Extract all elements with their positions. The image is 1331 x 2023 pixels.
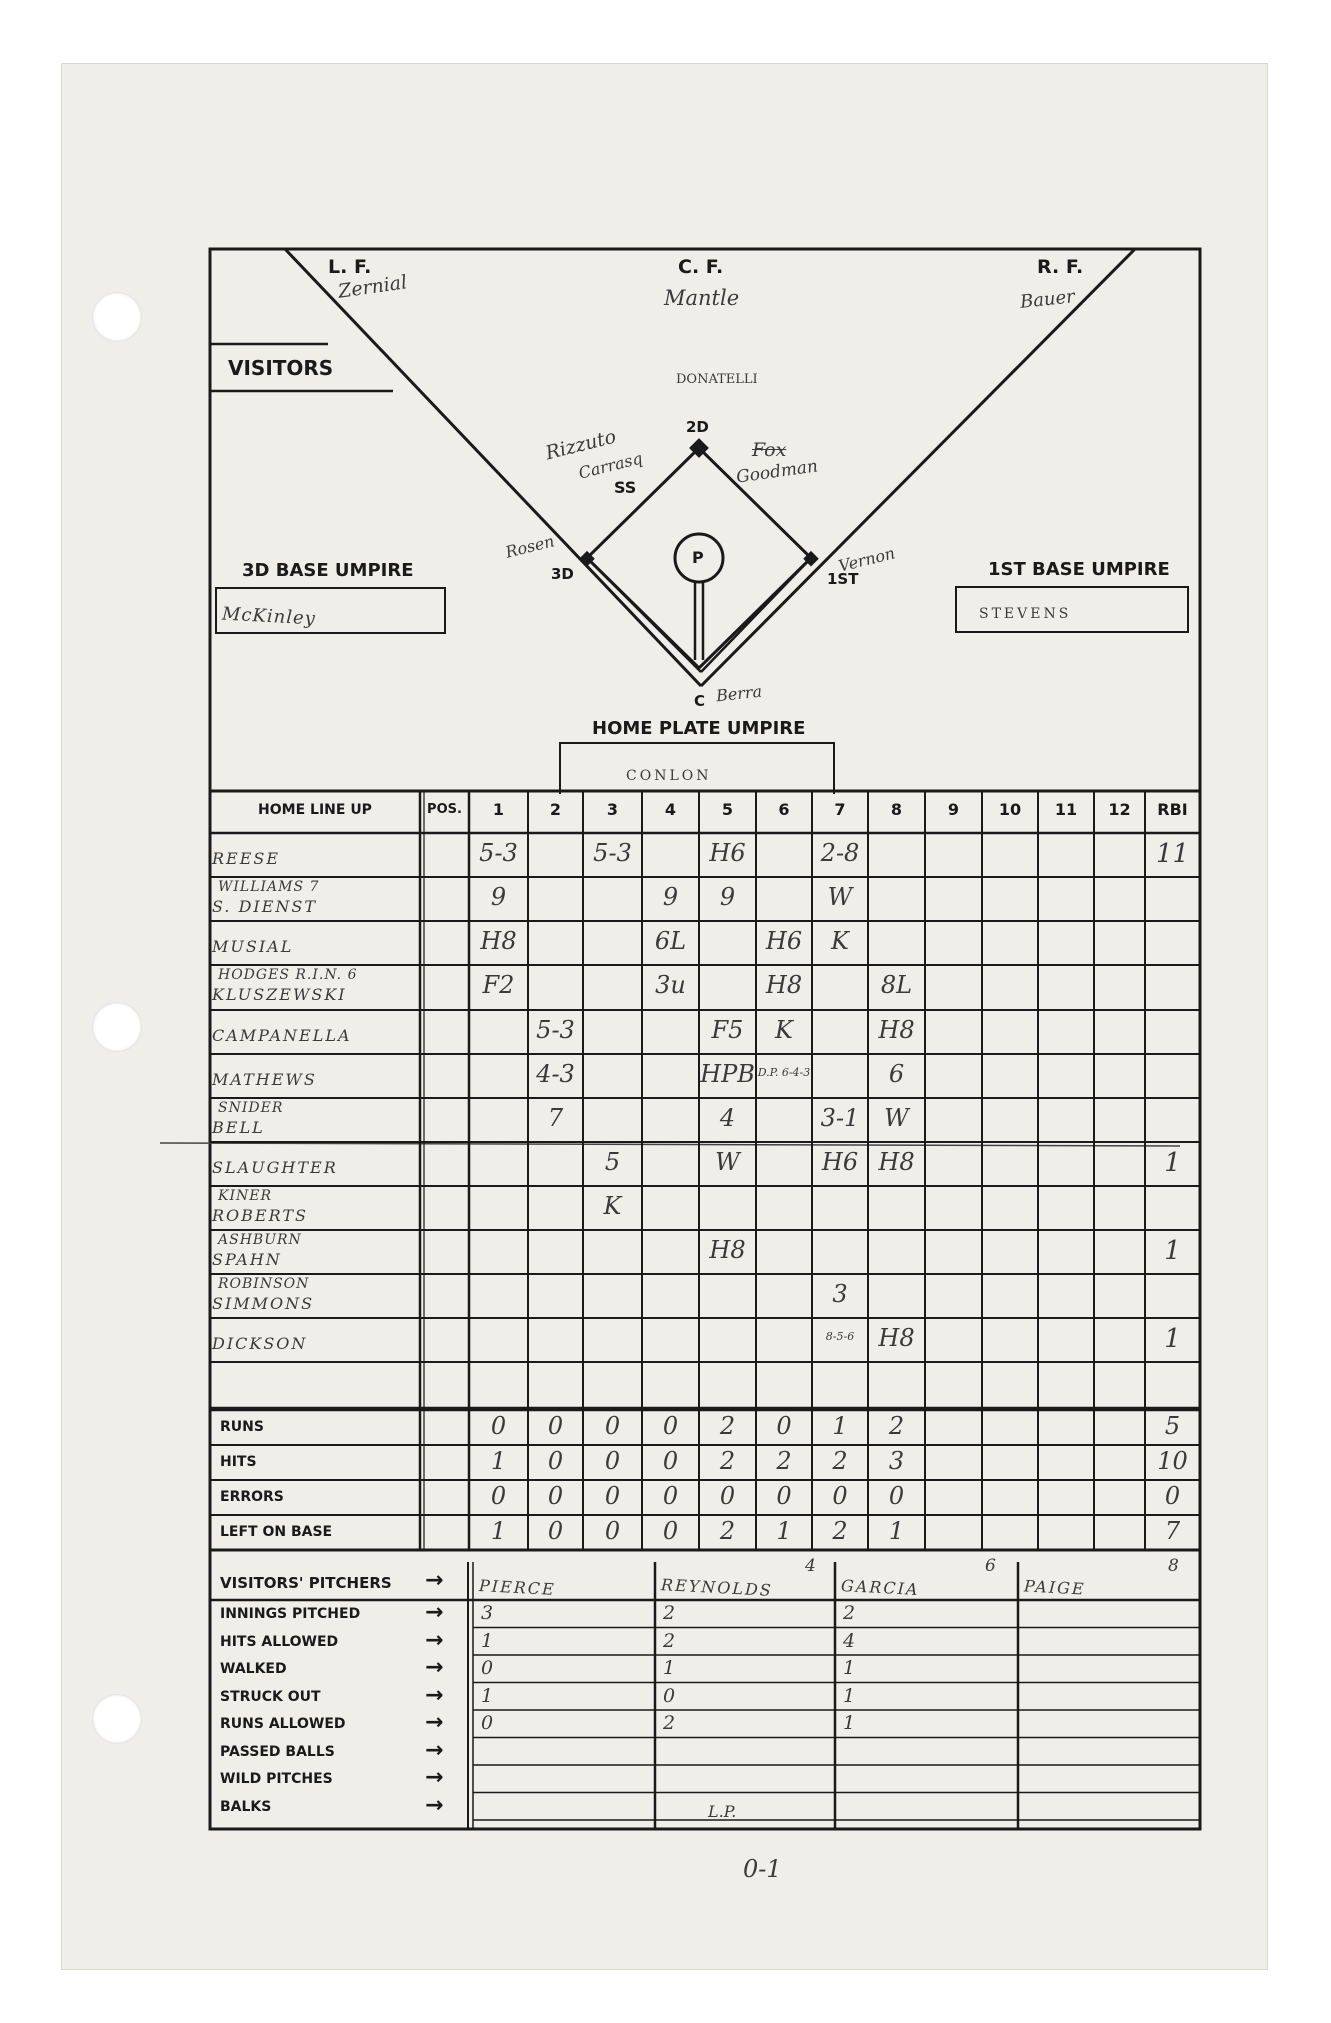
batter-sub-name: HODGES R.I.N. 6	[218, 967, 358, 983]
at-bat-cell: 5-3	[479, 839, 518, 867]
pitchers-header-arrow: →	[425, 1568, 444, 1593]
pitcher-name: GARCIA	[840, 1575, 920, 1600]
batter-name: DICKSON	[212, 1334, 308, 1353]
totals-cell: 0	[662, 1447, 679, 1475]
batter-sub-name: SNIDER	[218, 1100, 284, 1116]
home-plate-umpire-label: HOME PLATE UMPIRE	[592, 718, 806, 739]
at-bat-cell: F2	[482, 971, 515, 999]
catcher-player: Berra	[715, 681, 763, 706]
at-bat-cell: 9	[662, 883, 679, 911]
rf-label: R. F.	[1037, 256, 1084, 278]
at-bat-cell: H6	[709, 839, 746, 867]
lf-label: L. F.	[328, 256, 372, 278]
lp-note: L.P.	[708, 1802, 737, 1821]
at-bat-cell: 5-3	[536, 1016, 575, 1044]
at-bat-cell: H8	[480, 927, 517, 955]
at-bat-cell: W	[827, 883, 853, 911]
totals-cell: 0	[832, 1482, 848, 1510]
at-bat-cell: 6L	[654, 927, 687, 955]
rbi-cell: 1	[1164, 1148, 1181, 1178]
pitching-stat-label: STRUCK OUT	[220, 1688, 321, 1705]
at-bat-cell: 3	[832, 1280, 848, 1308]
batter-name: CAMPANELLA	[212, 1026, 352, 1045]
third-base-umpire-name: McKinley	[221, 603, 317, 630]
pitching-stat-label: BALKS	[220, 1798, 272, 1815]
at-bat-cell: H8	[878, 1016, 915, 1044]
pitching-stat-arrow: →	[425, 1792, 444, 1818]
at-bat-cell: F5	[711, 1016, 744, 1044]
pitching-stat-value: 0	[480, 1712, 494, 1734]
pitching-stat-value: 1	[662, 1657, 676, 1679]
pitcher-entered-inning: 8	[1168, 1556, 1179, 1576]
totals-cell: 0	[888, 1482, 905, 1510]
batter-name: KLUSZEWSKI	[212, 985, 347, 1004]
totals-cell: 1	[888, 1517, 905, 1545]
pitching-stat-label: RUNS ALLOWED	[220, 1716, 346, 1732]
lineup-header-7: 7	[834, 800, 846, 819]
pitching-stat-label: WILD PITCHES	[220, 1771, 333, 1787]
third-base-player: Rosen	[503, 531, 557, 562]
at-bat-cell: K	[775, 1016, 793, 1044]
batter-name: REESE	[212, 849, 281, 868]
totals-cell: 0	[490, 1412, 507, 1440]
at-bat-cell: 3-1	[820, 1104, 860, 1132]
at-bat-cell: 5	[604, 1148, 621, 1176]
pitching-stat-arrow: →	[425, 1600, 444, 1625]
lineup-header-8: 8	[890, 800, 903, 819]
totals-cell: 2	[719, 1412, 736, 1440]
pitching-stat-value: 1	[842, 1684, 856, 1707]
at-bat-cell: D.P. 6-4-3	[757, 1066, 811, 1079]
totals-cell: 0	[662, 1482, 679, 1510]
lineup-header-2: 2	[549, 800, 562, 819]
first-base-player: Vernon	[836, 543, 897, 576]
totals-cell: 0	[604, 1412, 621, 1440]
totals-rbi-cell: 7	[1164, 1517, 1181, 1545]
lineup-header-4: 4	[664, 800, 677, 819]
catcher-label: C	[694, 692, 706, 710]
lineup-header-5: 5	[721, 800, 734, 819]
totals-cell: 0	[547, 1447, 564, 1475]
pitching-stat-value: 3	[480, 1602, 494, 1624]
totals-cell: 2	[719, 1517, 736, 1545]
batter-name: MUSIAL	[212, 937, 294, 956]
batter-sub-name: ASHBURN	[218, 1232, 302, 1248]
at-bat-cell: H6	[765, 927, 803, 955]
first-base-umpire-name: STEVENS	[979, 606, 1072, 622]
second-base-umpire: DONATELLI	[676, 372, 758, 387]
pitching-stat-value: 2	[662, 1602, 676, 1624]
totals-rbi-cell: 0	[1164, 1482, 1181, 1510]
at-bat-cell: 4-3	[536, 1060, 575, 1088]
pitching-stat-arrow: →	[425, 1627, 444, 1653]
lineup-header-3: 3	[606, 800, 619, 819]
totals-cell: 3	[888, 1447, 905, 1475]
lineup-header-rbi: RBI	[1157, 800, 1188, 819]
totals-cell: 0	[604, 1447, 621, 1475]
third-base-label: 3D	[551, 565, 574, 583]
at-bat-cell: 9	[719, 883, 736, 911]
at-bat-cell: H8	[709, 1236, 746, 1264]
pitching-stat-arrow: →	[425, 1682, 444, 1708]
pitching-stat-arrow: →	[425, 1737, 444, 1763]
at-bat-cell: 4	[719, 1104, 736, 1132]
pitching-stat-label: WALKED	[220, 1661, 287, 1677]
second-base-player-2: Goodman	[735, 456, 820, 488]
pitching-stat-arrow: →	[425, 1765, 444, 1790]
totals-cell: 0	[776, 1482, 792, 1510]
pitching-stat-label: PASSED BALLS	[220, 1743, 335, 1760]
lineup-header-11: 11	[1054, 800, 1078, 819]
rbi-cell: 1	[1164, 1324, 1181, 1354]
totals-label: LEFT ON BASE	[220, 1524, 333, 1540]
lineup-header-6: 6	[778, 800, 790, 819]
totals-cell: 0	[547, 1482, 564, 1510]
pitching-stat-value: 1	[480, 1629, 494, 1652]
cf-label: C. F.	[678, 256, 724, 278]
pitching-stat-value: 0	[480, 1657, 494, 1679]
shortstop-label: SS	[614, 478, 637, 497]
at-bat-cell: HPB	[700, 1060, 755, 1088]
totals-rbi-cell: 5	[1164, 1412, 1181, 1440]
totals-cell: 2	[832, 1447, 848, 1475]
bottom-note: 0-1	[743, 1855, 782, 1883]
pitcher-name: PAIGE	[1023, 1576, 1087, 1599]
totals-cell: 1	[776, 1517, 792, 1545]
totals-rbi-cell: 10	[1157, 1447, 1188, 1475]
at-bat-cell: K	[603, 1192, 622, 1220]
batter-name: BELL	[212, 1118, 265, 1137]
pitching-stat-arrow: →	[425, 1710, 444, 1735]
totals-cell: 0	[547, 1517, 564, 1545]
totals-cell: 0	[719, 1482, 736, 1510]
batter-name: S. DIENST	[212, 897, 318, 916]
at-bat-cell: 3u	[655, 971, 686, 999]
totals-cell: 0	[604, 1482, 621, 1510]
at-bat-cell: 5-3	[593, 839, 632, 867]
batter-name: SPAHN	[212, 1250, 282, 1269]
at-bat-cell: K	[831, 927, 849, 955]
at-bat-cell: H8	[765, 971, 803, 999]
shortstop-player-1: Rizzuto	[543, 425, 619, 465]
totals-cell: 1	[832, 1412, 848, 1440]
pitcher-entered-inning: 4	[805, 1556, 816, 1576]
batter-sub-name: WILLIAMS 7	[218, 879, 320, 895]
visitors-label: VISITORS	[228, 356, 334, 380]
lineup-header-pos: POS.	[427, 802, 462, 817]
rf-player: Bauer	[1019, 286, 1076, 313]
totals-label: ERRORS	[220, 1489, 284, 1505]
lineup-header-12: 12	[1108, 800, 1131, 819]
totals-cell: 2	[719, 1447, 736, 1475]
at-bat-cell: 8L	[880, 971, 913, 999]
pitcher-name: PIERCE	[478, 1576, 557, 1599]
lineup-header-9: 9	[947, 800, 960, 819]
at-bat-cell: H8	[878, 1148, 915, 1176]
visitors-pitchers-label: VISITORS' PITCHERS	[220, 1574, 392, 1592]
pitching-stat-value: 2	[662, 1629, 676, 1652]
lineup-header-1: 1	[492, 800, 505, 819]
third-base-umpire-label: 3D BASE UMPIRE	[242, 560, 414, 581]
totals-label: RUNS	[220, 1419, 264, 1435]
totals-cell: 0	[490, 1482, 507, 1510]
batter-sub-name: KINER	[218, 1188, 272, 1204]
totals-cell: 0	[776, 1412, 792, 1440]
lineup-header-10: 10	[998, 800, 1022, 819]
totals-cell: 2	[832, 1517, 848, 1545]
pitching-stat-value: 2	[662, 1712, 676, 1734]
at-bat-cell: H6	[821, 1148, 859, 1176]
cf-player: Mantle	[664, 286, 740, 310]
home-plate-umpire-name: CONLON	[626, 768, 712, 784]
batter-name: SLAUGHTER	[212, 1158, 338, 1177]
totals-cell: 0	[547, 1412, 564, 1440]
pitching-stat-arrow: →	[425, 1655, 444, 1680]
rbi-cell: 1	[1164, 1236, 1181, 1266]
pitcher-name: REYNOLDS	[660, 1575, 774, 1600]
totals-cell: 2	[776, 1447, 792, 1475]
pitching-stat-label: INNINGS PITCHED	[220, 1606, 361, 1622]
at-bat-cell: 9	[490, 883, 507, 911]
at-bat-cell: 6	[888, 1060, 905, 1088]
at-bat-cell: W	[884, 1104, 909, 1132]
batter-name: SIMMONS	[212, 1294, 315, 1313]
totals-label: HITS	[220, 1454, 257, 1470]
at-bat-cell: W	[715, 1148, 740, 1176]
at-bat-cell: 8-5-6	[825, 1330, 855, 1343]
totals-cell: 0	[662, 1517, 679, 1545]
batter-name: MATHEWS	[212, 1070, 317, 1089]
totals-cell: 1	[490, 1447, 507, 1475]
at-bat-cell: H8	[878, 1324, 915, 1352]
second-base-label: 2D	[686, 418, 709, 436]
pitching-stat-value: 0	[662, 1684, 676, 1707]
pitching-stat-label: HITS ALLOWED	[220, 1633, 339, 1650]
totals-cell: 0	[604, 1517, 621, 1545]
pitching-stat-value: 1	[842, 1712, 856, 1734]
lf-player: Zernial	[336, 271, 409, 303]
first-base-umpire-label: 1ST BASE UMPIRE	[988, 559, 1170, 580]
pitching-stat-value: 1	[480, 1684, 494, 1707]
first-base-label: 1ST	[827, 570, 859, 588]
at-bat-cell: 2-8	[820, 839, 860, 867]
second-base-player-1: Fox	[752, 439, 787, 461]
pitcher-entered-inning: 6	[985, 1556, 996, 1576]
at-bat-cell: 7	[547, 1104, 564, 1132]
totals-cell: 2	[888, 1412, 905, 1440]
totals-cell: 1	[490, 1517, 507, 1545]
totals-cell: 0	[662, 1412, 679, 1440]
pitching-stat-value: 1	[842, 1657, 856, 1679]
rbi-cell: 11	[1155, 839, 1190, 869]
batter-name: ROBERTS	[212, 1206, 308, 1225]
pitching-stat-value: 2	[842, 1602, 856, 1624]
lineup-header-name: HOME LINE UP	[258, 802, 372, 818]
pitching-stat-value: 4	[842, 1629, 856, 1652]
shortstop-player-2: Carrasq	[576, 448, 645, 483]
pitcher-label: P	[692, 548, 704, 567]
batter-sub-name: ROBINSON	[218, 1276, 310, 1292]
